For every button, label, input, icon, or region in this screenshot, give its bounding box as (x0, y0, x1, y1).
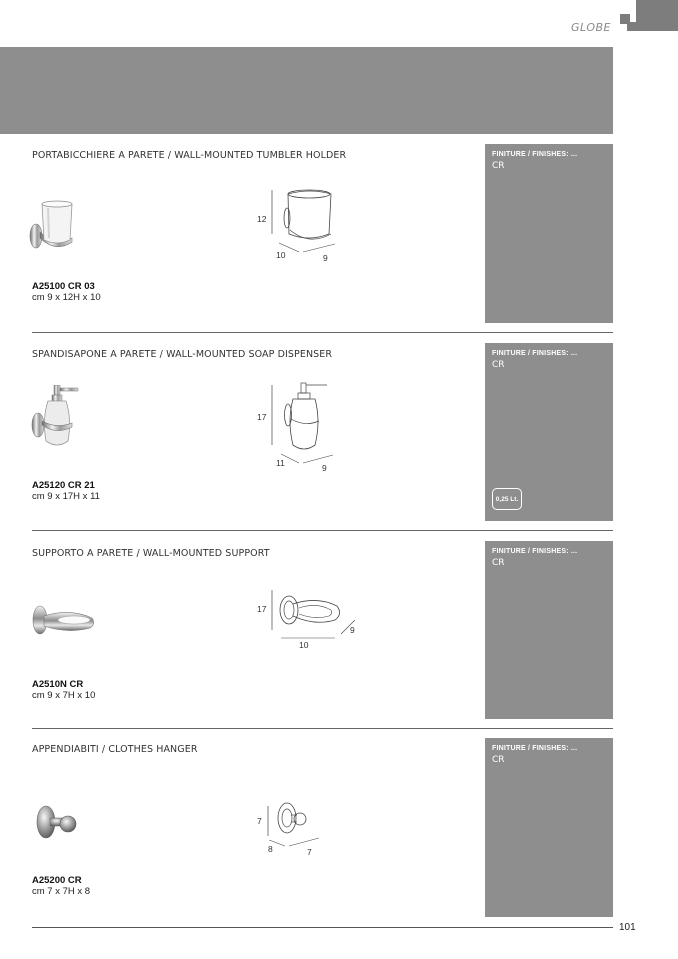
finishes-panel (485, 144, 613, 323)
dimension-width: 10 (276, 250, 286, 260)
section-divider (32, 728, 613, 729)
dimension-depth: 9 (350, 625, 355, 635)
finishes-panel (485, 738, 613, 917)
wall-support-photo (30, 600, 98, 640)
tumbler-holder-drawing (255, 188, 345, 268)
dimension-height: 17 (257, 604, 267, 614)
finishes-label: FINITURE / FINISHES: ... (492, 548, 578, 555)
dimension-depth: 7 (307, 847, 312, 857)
dimension-depth: 9 (322, 463, 327, 473)
dimension-height: 17 (257, 412, 267, 422)
finishes-panel (485, 541, 613, 719)
dimension-height: 12 (257, 214, 267, 224)
dimension-width: 10 (299, 640, 309, 650)
corner-mark (636, 0, 678, 31)
dimension-width: 8 (268, 844, 273, 854)
finishes-panel (485, 343, 613, 521)
finishes-label: FINITURE / FINISHES: ... (492, 151, 578, 158)
header-banner (0, 47, 613, 134)
soap-dispenser-drawing (255, 379, 345, 475)
section-divider (32, 332, 613, 333)
finish-value: CR (492, 558, 505, 568)
finish-value: CR (492, 161, 505, 171)
product-code: A25120 CR 21 (32, 480, 95, 491)
brand-name: GLOBE (571, 21, 611, 34)
product-title: PORTABICCHIERE A PARETE / WALL-MOUNTED TUMBLER HOLDER (32, 150, 347, 161)
finish-value: CR (492, 360, 505, 370)
wall-support-drawing (255, 586, 365, 656)
tumbler-holder-photo (28, 198, 78, 254)
product-title: SPANDISAPONE A PARETE / WALL-MOUNTED SOAP DISPENSER (32, 349, 333, 360)
soap-dispenser-photo (30, 385, 82, 455)
section-divider (32, 530, 613, 531)
finishes-label: FINITURE / FINISHES: ... (492, 350, 578, 357)
clothes-hanger-photo (34, 800, 80, 840)
product-code: A25200 CR (32, 875, 82, 886)
footer-line (32, 927, 613, 928)
page-number: 101 (619, 922, 636, 933)
product-size: cm 9 x 17H x 11 (32, 491, 100, 502)
product-size: cm 9 x 12H x 10 (32, 292, 101, 303)
finishes-label: FINITURE / FINISHES: ... (492, 745, 578, 752)
product-code: A25100 CR 03 (32, 281, 95, 292)
dimension-depth: 9 (323, 253, 328, 263)
product-title: SUPPORTO A PARETE / WALL-MOUNTED SUPPORT (32, 548, 270, 559)
finish-value: CR (492, 755, 505, 765)
capacity-badge: 0,25 Lt. (492, 488, 522, 510)
dimension-width: 11 (276, 458, 285, 468)
clothes-hanger-drawing (255, 796, 335, 858)
product-code: A2510N CR (32, 679, 84, 690)
product-title: APPENDIABITI / CLOTHES HANGER (32, 744, 198, 755)
dimension-height: 7 (257, 816, 262, 826)
product-size: cm 7 x 7H x 8 (32, 886, 91, 897)
product-size: cm 9 x 7H x 10 (32, 690, 96, 701)
corner-mark (627, 22, 636, 31)
